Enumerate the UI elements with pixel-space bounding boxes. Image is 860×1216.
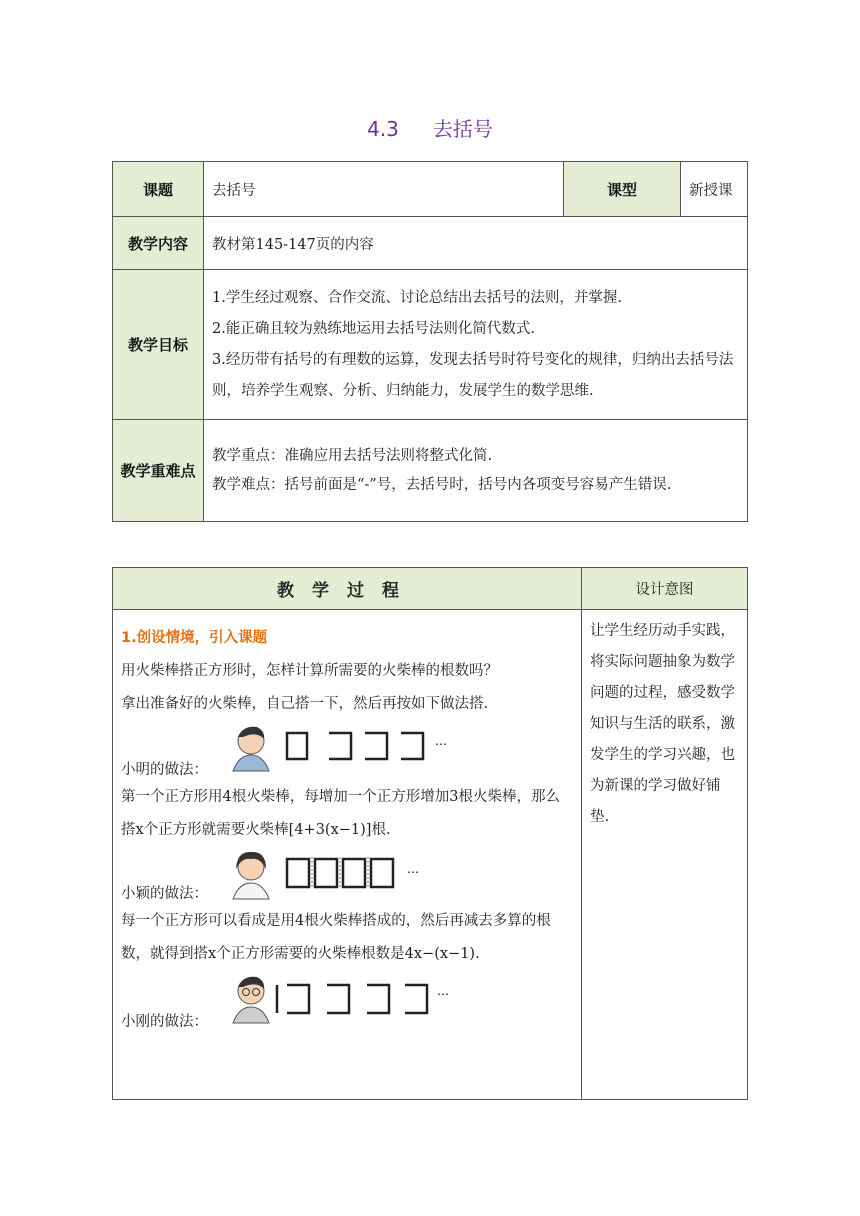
content-value: 教材第145-147页的内容 (204, 217, 748, 270)
gang-matchstick-figure (229, 971, 449, 1027)
process-content (113, 610, 582, 1100)
key-value (204, 420, 748, 522)
lesson-info-table (112, 161, 748, 522)
content-row (113, 217, 748, 270)
boy-with-glasses-icon (233, 977, 269, 1023)
key-row (113, 420, 748, 522)
boy-figure-icon (233, 727, 269, 771)
topic-label: 课题 (113, 162, 204, 217)
gang-method (121, 971, 573, 1033)
ming-matchstick-figure (229, 721, 449, 775)
key-label: 教学重难点 (113, 420, 204, 522)
process-header-row (113, 568, 748, 610)
intro-line: 拿出准备好的火柴棒，自己搭一下，然后再按如下做法搭. (121, 696, 489, 712)
gang-label: 小刚的做法： (121, 1014, 208, 1030)
ying-method (121, 847, 573, 905)
ellipsis: … (407, 862, 419, 876)
key-point: 教学难点：括号前面是“-”号，去括号时，括号内各项变号容易产生错误. (212, 476, 672, 493)
page-title (0, 113, 860, 142)
goals-label: 教学目标 (113, 270, 204, 420)
design-intent: 让学生经历动手实践，将实际问题抽象为数学问题的过程，感受数学知识与生活的联系，激发学生的学习兴趣，也为新课的学习做好铺垫. (582, 610, 748, 1100)
ming-label: 小明的做法： (121, 762, 208, 778)
type-value: 新授课 (681, 162, 748, 217)
goals-row (113, 270, 748, 420)
goal-item: 2.能正确且较为熟练地运用去括号法则化简代数式. (212, 320, 535, 337)
topic-value: 去括号 (204, 162, 564, 217)
section-heading: 1.创设情境，引入课题 (121, 630, 268, 646)
ellipsis: … (435, 734, 447, 748)
process-header: 教学过程 (113, 568, 582, 610)
section-title: 去括号 (432, 117, 493, 141)
design-header: 设计意图 (582, 568, 748, 610)
ying-matchstick-figure (229, 847, 449, 901)
ming-text: 第一个正方形用4根火柴棒，每增加一个正方形增加3根火柴棒，那么搭x个正方形就需要火柴棒[4+3(x−1)]根. (121, 789, 560, 838)
girl-figure-icon (233, 852, 269, 899)
topic-row (113, 162, 748, 217)
goal-item: 1.学生经过观察、合作交流、讨论总结出去括号的法则，并掌握. (212, 289, 622, 306)
ying-text: 每一个正方形可以看成是用4根火柴棒搭成的，然后再减去多算的根数，就得到搭x个正方形需要的火柴棒根数是4x−(x−1). (121, 913, 551, 962)
key-point: 教学重点：准确应用去括号法则将整式化简. (212, 447, 493, 464)
ming-method (121, 721, 573, 781)
content-label: 教学内容 (113, 217, 204, 270)
ying-label: 小颖的做法： (121, 886, 208, 902)
goal-item: 3.经历带有括号的有理数的运算，发现去括号时符号变化的规律，归纳出去括号法则，培养学生观察、分析、归纳能力，发展学生的数学思维. (212, 351, 734, 399)
process-body-row (113, 610, 748, 1100)
intro-line: 用火柴棒搭正方形时，怎样计算所需要的火柴棒的根数吗？ (121, 663, 498, 679)
type-label: 课型 (564, 162, 681, 217)
teaching-process-table (112, 567, 748, 1100)
ellipsis: … (437, 984, 449, 998)
goals-value (204, 270, 748, 420)
section-number: 4.3 (367, 117, 399, 141)
